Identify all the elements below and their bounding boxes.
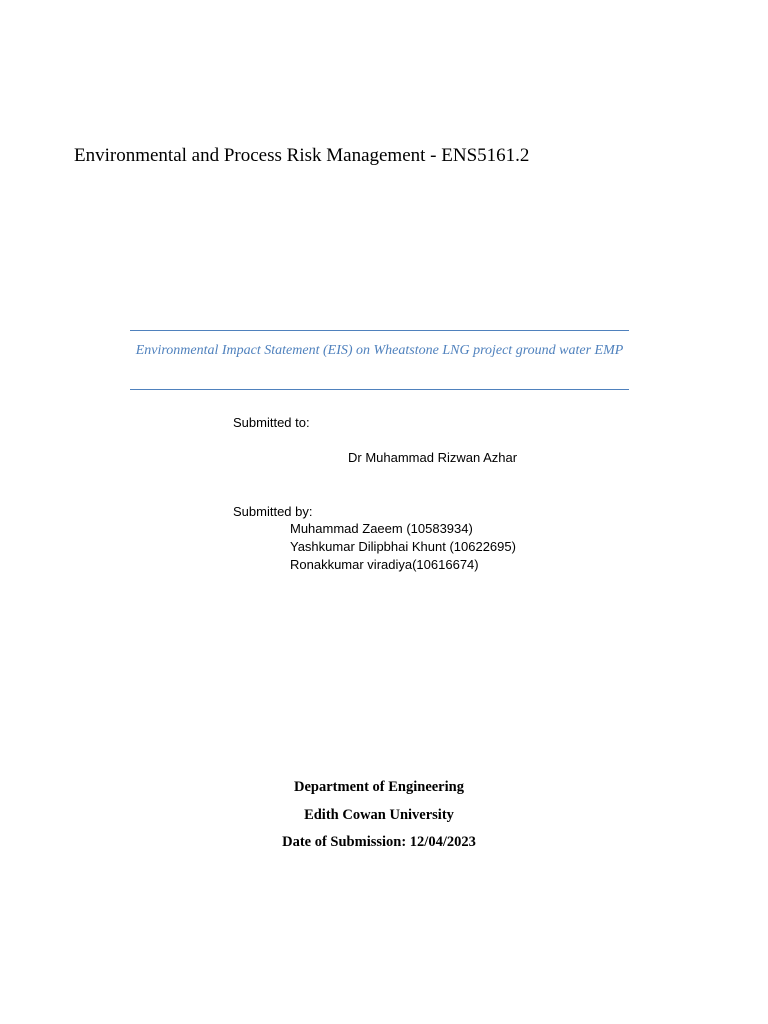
title-rule-top: [130, 330, 629, 331]
team-members-list: [290, 520, 516, 574]
report-title: Environmental Impact Statement (EIS) on Wheatstone LNG project ground water EMP: [135, 343, 624, 358]
submission-date: Date of Submission: 12/04/2023: [282, 834, 476, 850]
course-title: Environmental and Process Risk Management - ENS5161.2: [74, 145, 530, 166]
team-member: Ronakkumar viradiya(10616674): [290, 557, 479, 572]
department-name: Department of Engineering: [294, 779, 464, 795]
supervisor-name: Dr Muhammad Rizwan Azhar: [348, 450, 518, 465]
team-member: Muhammad Zaeem (10583934): [290, 521, 473, 536]
submitted-to-label: Submitted to:: [233, 415, 310, 430]
team-member: Yashkumar Dilipbhai Khunt (10622695): [290, 539, 516, 554]
university-name: Edith Cowan University: [304, 806, 454, 823]
institution-block: [0, 777, 758, 860]
submitted-by-label: Submitted by:: [233, 504, 313, 519]
title-rule-bottom: [130, 389, 629, 390]
